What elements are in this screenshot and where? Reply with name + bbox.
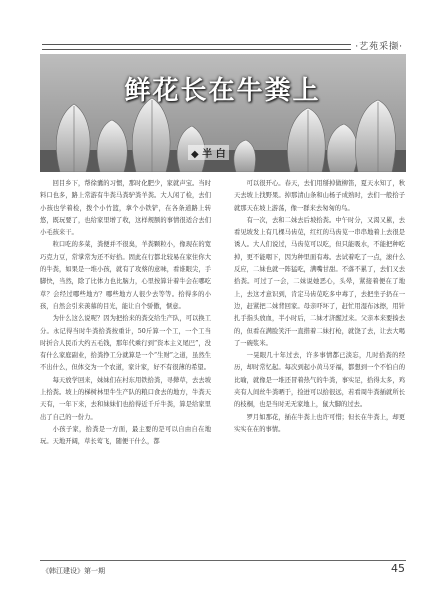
paragraph: 粒口吃的多菜，粪便并不很臭，羊粪颗粒小，像现在的宽巧克力豆，常掌常为还不好拾。固此在行都北较易在家住你大的牛粪，如果是一堆小孩，就有了攻蔡的意味，看谁眼尖，手脚快，当然，除了比体力也比脑力，心里按算计着牛会在哪吃草？会经过哪些地方？哪些地方人很少去等等。拾得多的小孩，自然会引来羡慕的目光，能让自个骄傲，惬意。 (40, 241, 211, 310)
paragraph: 回目乡下，帮徐囊的习惯，那时化肥少，家就声宝。当时料口也多，路上常游有牛粪马粪驴粪羊粪。大人闲了检，去们小孩也学着检，拨个小竹篮，拿个小铁铲，在各条道路上转悠，既玩要了，也给家里增了收，这样规额的事情很适合去们小毛孩来干。 (40, 180, 211, 237)
section-tag: ·艺苑采撷· (351, 39, 407, 52)
article-title: 鲜花长在牛粪上 (124, 76, 321, 106)
paragraph: 一晃眼几十年过去，许多事情都已淡忘，几时拾粪的经历，却时常忆起。每次到起小黄马牙福，都想到一个不怕自的比喻，就像是一堆还冒着热气的牛粪，事实足，拾得太多，鸡夹有人间丝牛粪晒于，捡迸可以拾很远，若看周牛粪插就所长的枝桐，也是当时无无家地上，鼠大脚的过去。 (234, 352, 405, 409)
paragraph: 小孩子家，拾粪是一方面，最主要的是可以自由自在地玩。天地开阔，草长莺飞，随便干什么，都 (40, 425, 211, 446)
page-number: 45 (391, 562, 405, 575)
journal-name: 《韩江建设》第一期 (42, 567, 105, 575)
paragraph: 可以很开心。春天，去们用掰掉做柳笛，夏天水知了，秋天去坡上找野果。掉那清山条和山杨子成熟时，去们一般拾子就那天在坡上游荡，像一群来去匆匆的鸟。 (234, 180, 405, 212)
paragraph: 每天放学回来，妹妹们在村东用铁拾粪，寻撵草，去去坡上拾粪。坡上的梯树林里牛生产队的粮口食去的地方，牛粪天天有，一年下来，去和妹妹们也拾得近千斤牛粪，算是给家里出了自己的一份力。 (40, 376, 211, 421)
paragraph: 罗月如那花，插在牛粪上也许可惜；但长在牛粪上，却更实实在在的事情。 (234, 413, 405, 433)
author-byline: ◆ 半 白 (188, 145, 229, 160)
body-column-right (234, 178, 405, 548)
header-rule (42, 44, 404, 50)
paragraph: 为什么这么说呢？因为把拾来的粪交给生产队，可以换工分。永记得当时牛粪拾粪按重计，50斤算一个工，一个工当时折合人民币大约五毛钱，那年代乘行到“资本主义尾巴”，没有什么家庭副业，拾粪挣工分就算是一个“生财”之道，虽然生不出什么，但体交为一个农道，家计家，好不有很薄的希望。 (40, 315, 211, 372)
body-column-left (40, 178, 211, 548)
paragraph: 有一次，去和二妹去后坡拾粪。中午时分，又渴又累，去看见坡发上有几棵马齿苋，红红的马齿苋一串串地着上去很是诱人。大人们说过，马齿苋可以吃，但只能吸水，不能把种吃掉，更不能咽下，因为种里面有毒。去试着吃了一点，滚什么反应，二妹也就一阵猛吃，满嘴甘甜。不落不累了，去们又去拾粪。可过了一会，二妹说她恶心，头晕，紧接着便在了地上，去这才意识到，肯定马齿苋吃多中毒了，去把坐子扔在一边，赶紧把二妹背回家。母亲吓坏了，赶忙用湿布冰擦，用针扎手指头放血，半小时后，二妹才济醒过来。父亲本来要揍去的，但看在满脸笑汗一直揩着二妹打枪，就饶了去，让去大喝了一碗浆米。 (234, 216, 405, 347)
footer-rule (40, 560, 406, 561)
